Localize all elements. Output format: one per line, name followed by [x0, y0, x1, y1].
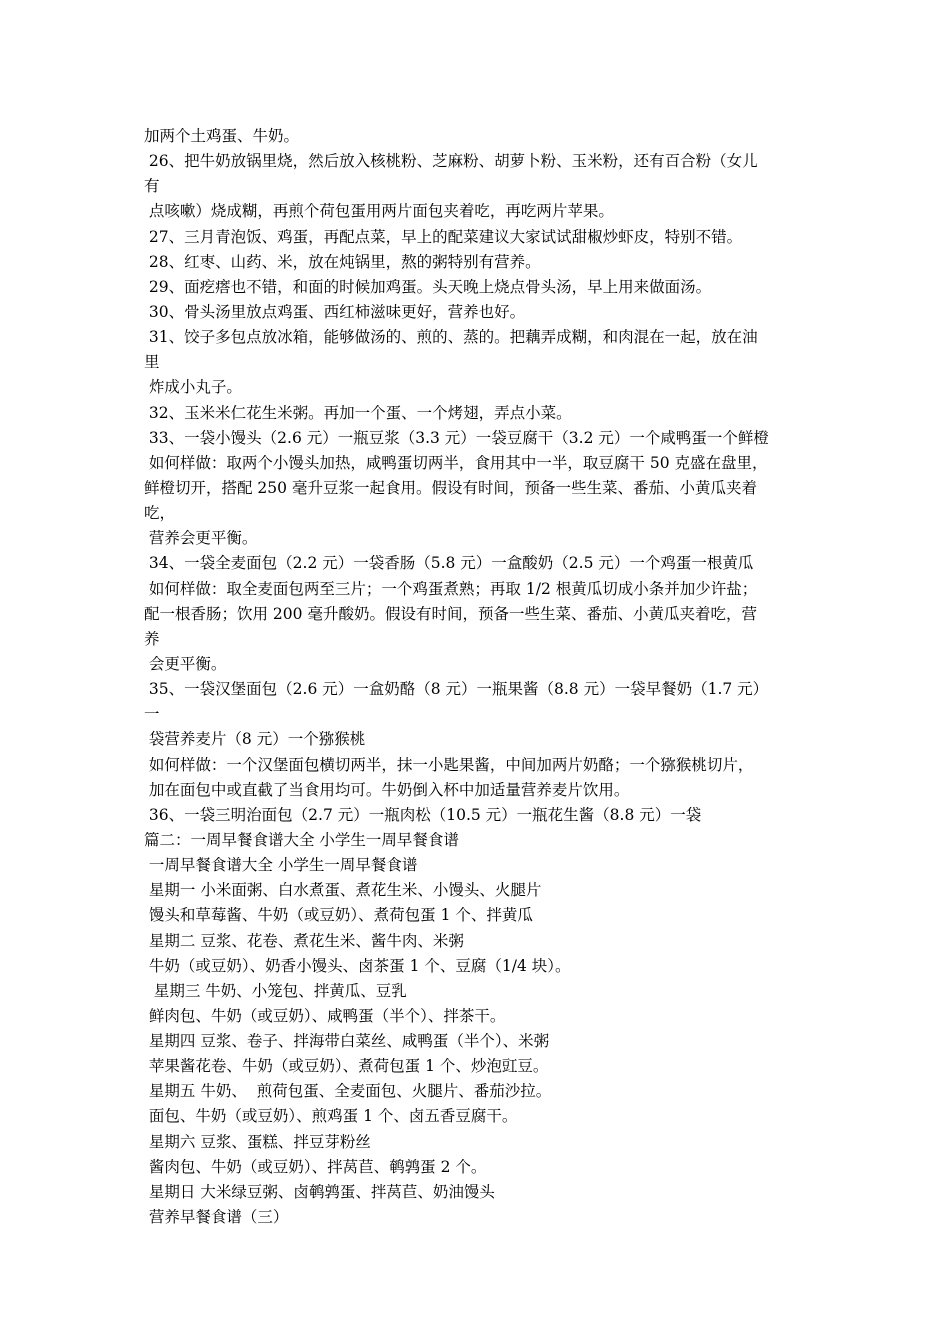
text-line: 27、三月青泡饭、鸡蛋，再配点菜，早上的配菜建议大家试试甜椒炒虾皮，特别不错。: [144, 227, 743, 246]
text-line: 如何样做：取两个小馒头加热，咸鸭蛋切两半，食用其中一半，取豆腐干 50 克盛在盘里，: [144, 453, 768, 472]
text-line: 32、玉米米仁花生米粥。再加一个蛋、一个烤翅，弄点小菜。: [144, 403, 572, 422]
text-line: 里: [144, 353, 160, 372]
text-line: 养: [144, 629, 160, 648]
text-line: 33、一袋小馒头（2.6 元）一瓶豆浆（3.3 元）一袋豆腐干（3.2 元）一个咸鸭蛋一个鲜橙: [144, 428, 769, 447]
text-line: 一: [144, 705, 160, 724]
text-line: 星期日 大米绿豆粥、卤鹌鹑蛋、拌莴苣、奶油馒头: [144, 1182, 495, 1201]
text-line: 星期五 牛奶、 煎荷包蛋、全麦面包、火腿片、番茄沙拉。: [144, 1082, 552, 1101]
text-line: 星期一 小米面粥、白水煮蛋、煮花生米、小馒头、火腿片: [144, 881, 542, 900]
text-line: 馒头和草莓酱、牛奶（或豆奶）、煮荷包蛋 1 个、拌黄瓜: [144, 906, 533, 925]
text-line: 28、红枣、山药、米，放在炖锅里，熬的粥特别有营养。: [144, 252, 541, 271]
text-line: 会更平衡。: [144, 654, 227, 673]
text-line: 星期六 豆浆、蛋糕、拌豆芽粉丝: [144, 1132, 371, 1151]
text-line: 31、饺子多包点放冰箱，能够做汤的、煎的、蒸的。把藕弄成糊，和肉混在一起，放在油: [144, 328, 758, 347]
text-line: 29、面疙瘩也不错，和面的时候加鸡蛋。头天晚上烧点骨头汤，早上用来做面汤。: [144, 277, 712, 296]
text-line: 酱肉包、牛奶（或豆奶）、拌莴苣、鹌鹑蛋 2 个。: [144, 1157, 487, 1176]
text-line: 面包、牛奶（或豆奶）、煎鸡蛋 1 个、卤五香豆腐干。: [144, 1107, 518, 1126]
text-line: 30、骨头汤里放点鸡蛋、西红柿滋味更好，营养也好。: [144, 302, 526, 321]
section-heading: 篇二：一周早餐食谱大全 小学生一周早餐食谱: [144, 830, 459, 849]
text-line: 一周早餐食谱大全 小学生一周早餐食谱: [144, 856, 418, 875]
text-line: 加两个土鸡蛋、牛奶。: [144, 127, 300, 145]
text-line: 袋营养麦片（8 元）一个猕猴桃: [144, 730, 366, 749]
text-line: 35、一袋汉堡面包（2.6 元）一盒奶酪（8 元）一瓶果酱（8.8 元）一袋早餐奶（1.7 元）: [144, 680, 769, 699]
text-line: 苹果酱花卷、牛奶（或豆奶）、煮荷包蛋 1 个、炒泡豇豆。: [144, 1057, 549, 1076]
text-line: 26、把牛奶放锅里烧，然后放入核桃粉、芝麻粉、胡萝卜粉、玉米粉，还有百合粉（女儿: [144, 152, 758, 171]
text-line: 星期三 牛奶、小笼包、拌黄瓜、豆乳: [144, 981, 407, 1000]
text-line: 36、一袋三明治面包（2.7 元）一瓶肉松（10.5 元）一瓶花生酱（8.8 元）一袋: [144, 805, 702, 824]
document-body: [144, 124, 834, 1230]
text-line: 点咳嗽）烧成糊，再煎个荷包蛋用两片面包夹着吃，再吃两片苹果。: [144, 202, 614, 221]
text-line: 如何样做：取全麦面包两至三片；一个鸡蛋煮熟；再取 1/2 根黄瓜切成小条并加少许盐；: [144, 579, 758, 598]
text-line: 如何样做：一个汉堡面包横切两半，抹一小匙果酱，中间加两片奶酪；一个猕猴桃切片，: [144, 755, 754, 774]
text-line: 有: [144, 177, 160, 196]
text-line: 吃，: [144, 504, 176, 523]
text-line: 营养会更平衡。: [144, 529, 258, 548]
text-line: 星期四 豆浆、卷子、拌海带白菜丝、咸鸭蛋（半个）、米粥: [144, 1032, 550, 1051]
text-line: 34、一袋全麦面包（2.2 元）一袋香肠（5.8 元）一盒酸奶（2.5 元）一个鸡蛋一根黄瓜: [144, 554, 754, 573]
text-line: 配一根香肠；饮用 200 毫升酸奶。假设有时间，预备一些生菜、番茄、小黄瓜夹着吃，营: [144, 604, 757, 623]
text-line: 营养早餐食谱（三）: [144, 1208, 289, 1227]
text-line: 加在面包中或直截了当食用均可。牛奶倒入杯中加适量营养麦片饮用。: [144, 780, 630, 799]
text-line: 鲜肉包、牛奶（或豆奶）、咸鸭蛋（半个）、拌茶干。: [144, 1006, 506, 1025]
text-line: 牛奶（或豆奶）、奶香小馒头、卤茶蛋 1 个、豆腐（1/4 块）。: [144, 956, 571, 975]
text-line: 星期二 豆浆、花卷、煮花生米、酱牛肉、米粥: [144, 931, 464, 950]
text-line: 炸成小丸子。: [144, 378, 242, 397]
text-line: 鲜橙切开，搭配 250 毫升豆浆一起食用。假设有时间，预备一些生菜、番茄、小黄瓜夹着: [144, 478, 757, 497]
